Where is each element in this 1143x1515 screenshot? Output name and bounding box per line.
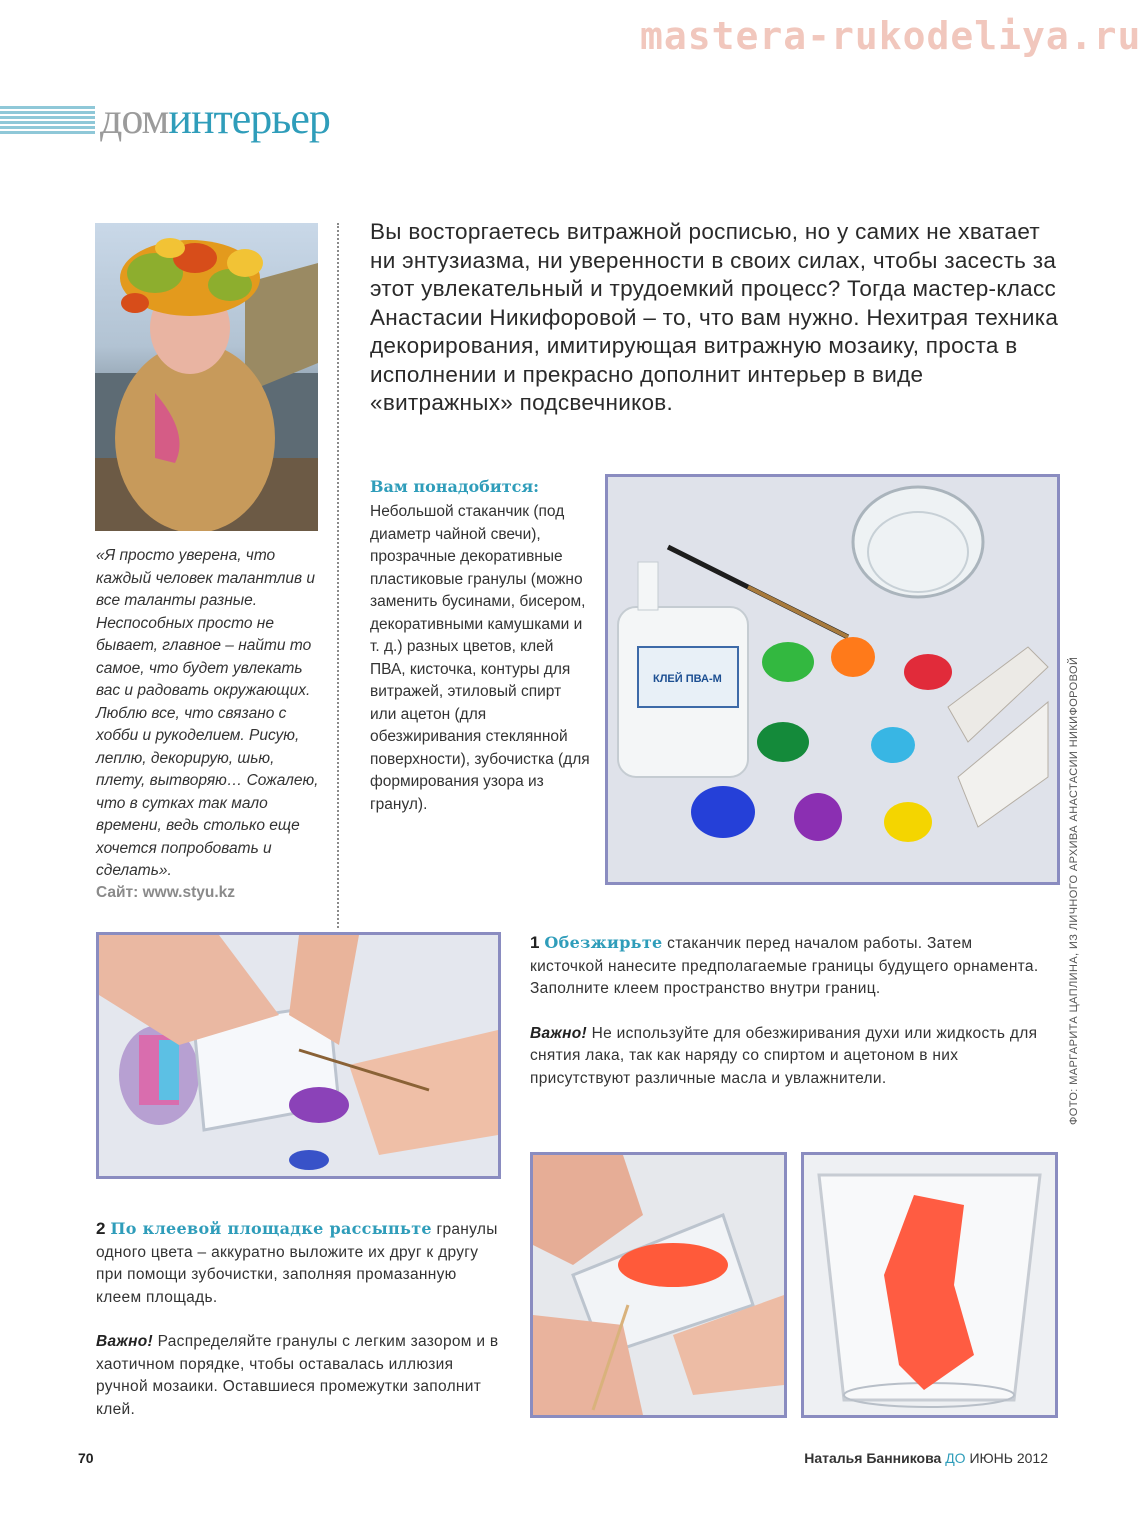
footer-author: Наталья Банникова — [804, 1450, 942, 1466]
section-title-part1: дом — [100, 94, 169, 143]
footer-magazine: ДО — [945, 1450, 966, 1466]
watermark: mastera-rukodeliya.ru — [640, 14, 1142, 58]
step2-text — [96, 1218, 501, 1443]
author-site: Сайт: www.styu.kz — [96, 884, 236, 901]
step2-number: 2 — [96, 1219, 106, 1238]
step2-important-text: Распределяйте гранулы с легким зазором и в хаотичном порядке, чтобы оставалась иллюзия ручной мозаики. Оставшиеся промежутки заполнит клей. — [96, 1333, 499, 1418]
step1-body: стаканчик перед началом работы. Затем кисточкой нанесите предполагаемые границы будущего орнамента. Заполните клеем пространство внутри границ. — [530, 935, 1039, 997]
portrait-photo — [95, 223, 318, 531]
step2-photo-hands — [530, 1152, 787, 1418]
footer-credit — [804, 1450, 1048, 1466]
step1-important-label: Важно! — [530, 1024, 588, 1042]
header-stripes — [0, 106, 95, 136]
section-title — [100, 93, 330, 144]
photo-credit — [1068, 655, 1082, 1125]
step2-important-label: Важно! — [96, 1333, 154, 1350]
step1-highlight: Обезжирьте — [544, 933, 663, 952]
photo-credit-text: ФОТО: МАРГАРИТА ЦАПЛИНА, ИЗ ЛИЧНОГО АРХИВА АНАСТАСИИ НИКИФОРОВОЙ — [1068, 656, 1080, 1125]
footer-issue: ИЮНЬ 2012 — [969, 1450, 1048, 1466]
step1-important-text: Не используйте для обезжиривания духи или жидкость для снятия лака, так как наряду со спиртом и ацетоном в них присутствуют различные масла и увлажнители. — [530, 1024, 1038, 1087]
step2-photo-glass — [801, 1152, 1058, 1418]
supplies-photo — [605, 474, 1060, 885]
step1-number: 1 — [530, 933, 540, 952]
step1-text — [530, 932, 1045, 1112]
author-quote: «Я просто уверена, что каждый человек талантлив и все таланты разные. Неспособных просто не бывает, главное – найти то самое, что будет увлекать вас и радовать окружающих. Люблю все, что связано с хобби и рукоделием. Рисую, леплю, декорирую, шью, плету, вытворяю… Сожалею, что в сутках так мало времени, ведь столько еще хочется попробовать и сделать». — [96, 547, 319, 879]
step2-body: гранулы одного цвета – аккуратно выложите их друг к другу при помощи зубочистки, заполняя промазанную клеем площадь. — [96, 1221, 498, 1306]
glue-bottle-label: КЛЕЙ ПВА-М — [653, 673, 722, 685]
page-number: 70 — [78, 1450, 94, 1466]
column-divider — [337, 223, 339, 928]
step2-highlight: По клеевой площадке рассыпьте — [110, 1219, 432, 1238]
lead-paragraph: Вы восторгаетесь витражной росписью, но у самих не хватает ни энтузиазма, ни уверенности в своих силах, чтобы засесть за этот увлекательный и трудоемкий процесс? Тогда мастер-класс Анастасии Никифоровой – то, что вам нужно. Нехитрая техника декорирования, имитирующая витражную мозаику, проста в исполнении и прекрасно дополнит интерьер в виде «витражных» подсвечников. — [370, 219, 1059, 415]
section-title-part2: интерьер — [168, 94, 330, 143]
materials-list: Небольшой стаканчик (под диаметр чайной свечи), прозрачные декоративные пластиковые гранулы (можно заменить бусинами, бисером, декоративными камушками и т. д.) разных цветов, клей ПВА, кисточка, контуры для витражей, этиловый спирт или ацетон (для обезжиривания стеклянной поверхности), зубочистка (для формирования узора из гранул). — [370, 503, 590, 813]
step1-photo — [96, 932, 501, 1179]
materials-title: Вам понадобится: — [370, 477, 540, 496]
